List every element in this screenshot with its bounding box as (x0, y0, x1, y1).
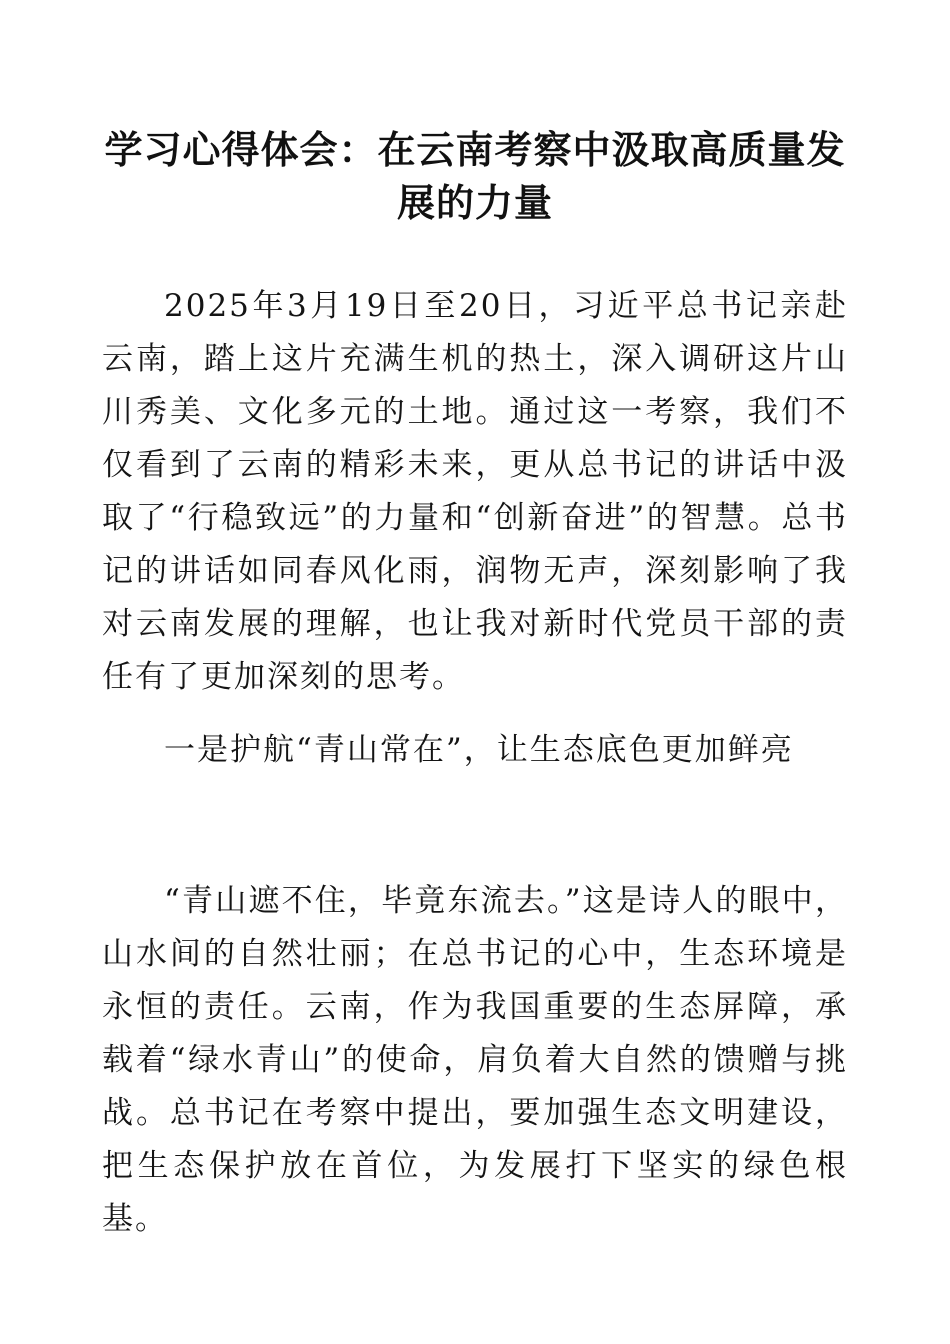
body-paragraph: “青山遮不住，毕竟东流去。”这是诗人的眼中，山水间的自然壮丽；在总书记的心中，生态环境是永恒的责任。云南，作为我国重要的生态屏障，承载着“绿水青山”的使命，肩负着大自然的馈赠与挑战。总书记在考察中提出，要加强生态文明建设，把生态保护放在首位，为发展打下坚实的绿色根基。 (102, 883, 848, 1237)
intro-paragraph: 2025年3月19日至20日，习近平总书记亲赴云南，踏上这片充满生机的热土，深入调研这片山川秀美、文化多元的土地。通过这一考察，我们不仅看到了云南的精彩未来，更从总书记的讲话中汲取了“行稳致远”的力量和“创新奋进”的智慧。总书记的讲话如同春风化雨，润物无声，深刻影响了我对云南发展的理解，也让我对新时代党员干部的责任有了更加深刻的思考。 (102, 288, 848, 695)
document-title: 学习心得体会：在云南考察中汲取高质量发展的力量 (104, 127, 846, 225)
section-heading: 一是护航“青山常在”，让生态底色更加鲜亮 (164, 732, 794, 768)
